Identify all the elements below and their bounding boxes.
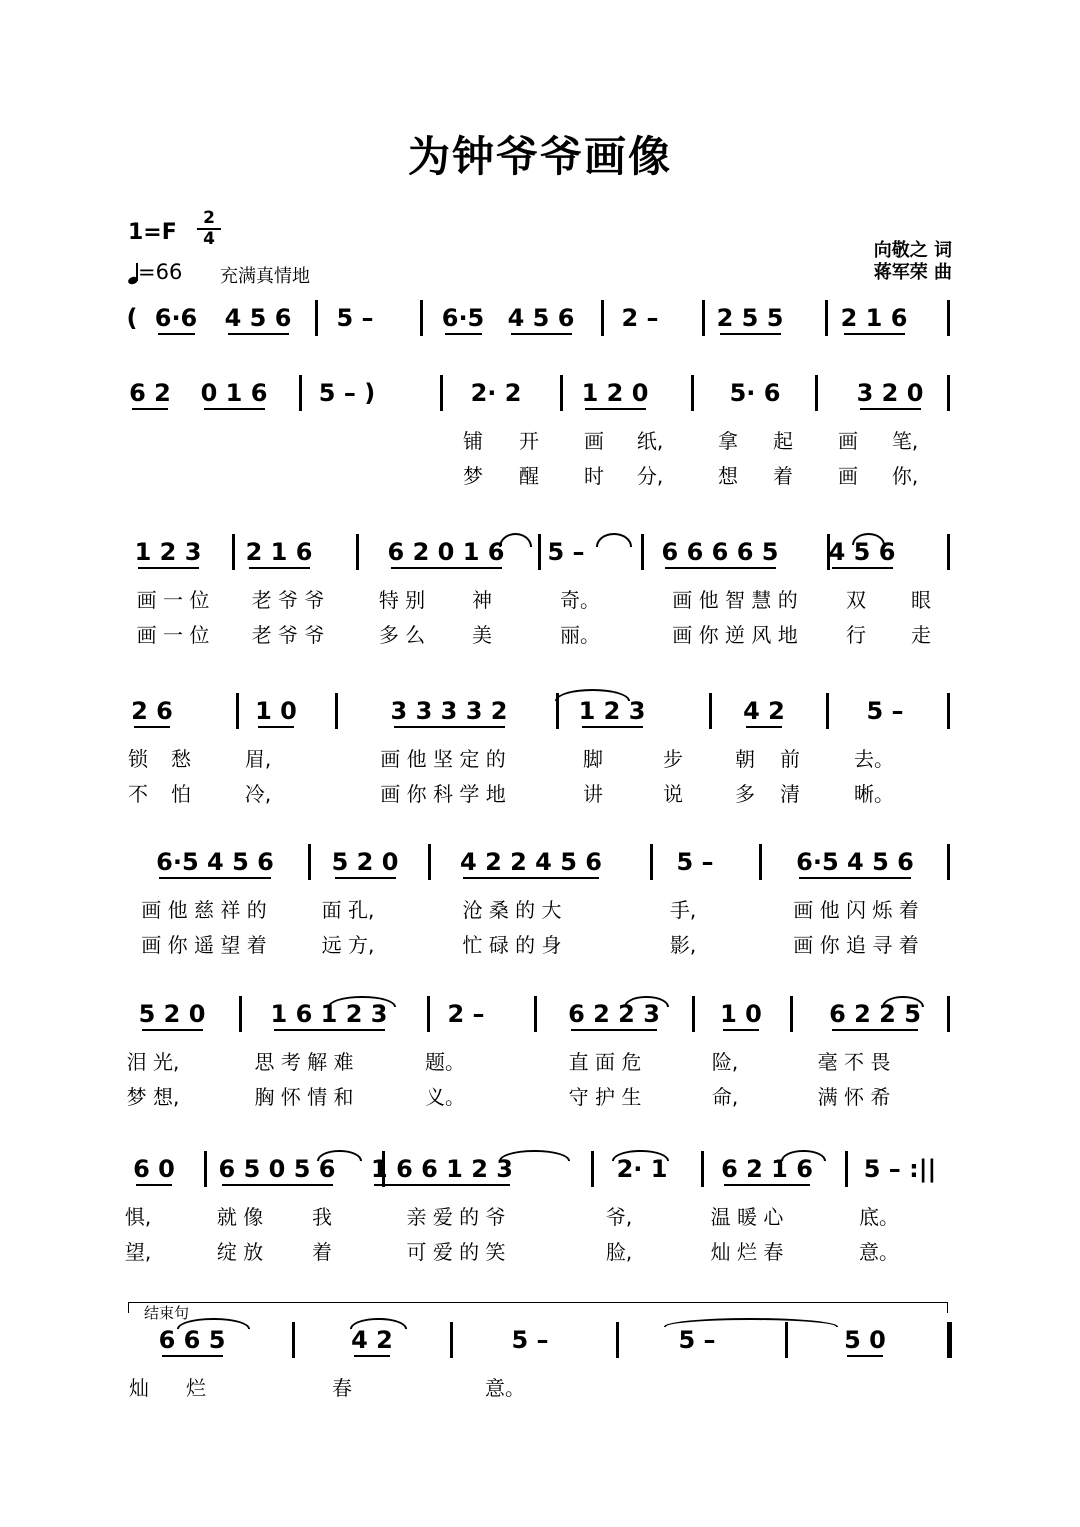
- lyric-verse-1: 底。: [859, 1205, 899, 1229]
- lyric-verse-1: 老 爷 爷: [251, 588, 325, 612]
- ending-label: 结束句: [144, 1304, 190, 1322]
- note-group: 5 –: [336, 304, 374, 332]
- lyric-verse-2: 你,: [891, 464, 919, 488]
- lyric-verse-1: 起: [773, 429, 793, 453]
- note-group: 4 2 2 4 5 6: [460, 848, 602, 876]
- barline: [299, 375, 302, 411]
- barline: [759, 844, 762, 880]
- barline: [701, 1151, 704, 1187]
- barline: [616, 1322, 619, 1358]
- lyric-verse-1: 思 考 解 难: [254, 1050, 354, 1074]
- lyric-verse-2: 讲: [583, 782, 603, 806]
- barline: [450, 1322, 453, 1358]
- barline: [420, 300, 423, 336]
- note-group: 6·5 4 5 6: [156, 848, 274, 876]
- barline: [785, 1322, 788, 1358]
- barline: [947, 693, 950, 729]
- note-group: 1 0: [255, 697, 297, 725]
- underline: [832, 1029, 918, 1031]
- note-group: 1 2 3: [578, 697, 646, 725]
- underline: [142, 1029, 203, 1031]
- underline: [391, 567, 502, 569]
- lyric-verse-2: 满 怀 希: [817, 1085, 891, 1109]
- barline: [232, 534, 235, 570]
- lyric-verse-2: 意。: [859, 1240, 899, 1264]
- note-group: 1 6 6 1 2 3: [371, 1155, 513, 1183]
- note-group: 4 2: [743, 697, 785, 725]
- underline: [162, 1355, 223, 1357]
- lyric-verse-2: 忙 碌 的 身: [462, 933, 562, 957]
- note-group: 2· 1: [616, 1155, 668, 1183]
- time-signature: [196, 210, 222, 248]
- lyric-verse-2: 想: [718, 464, 738, 488]
- lyric-verse-1: 险,: [711, 1050, 739, 1074]
- lyric-verse-2: 不: [128, 782, 148, 806]
- note-group: 6·5: [441, 304, 485, 332]
- note-group: 5 2 0: [138, 1000, 206, 1028]
- tie-slur: [852, 533, 885, 545]
- barline: [947, 996, 950, 1032]
- lyric-verse-1: 双: [846, 588, 866, 612]
- lyric-verse-2: 美: [472, 623, 492, 647]
- note-group: 2· 2: [470, 379, 522, 407]
- note-group: 2 1 6: [840, 304, 908, 332]
- underline: [132, 408, 168, 410]
- underline: [274, 1029, 385, 1031]
- tie-slur: [624, 996, 669, 1007]
- note-group: 6 6 5: [158, 1326, 226, 1354]
- barline: [702, 300, 705, 336]
- underline: [585, 408, 646, 410]
- lyric-verse-1: 画 他 坚 定 的: [380, 747, 506, 771]
- lyric-verse-1: 开: [519, 429, 539, 453]
- tie-slur: [350, 1318, 407, 1329]
- tempo-value: =66: [138, 260, 183, 284]
- underline: [847, 1355, 883, 1357]
- tie-slur: [555, 689, 630, 701]
- underline: [228, 333, 289, 335]
- underline: [138, 567, 199, 569]
- tie-slur: [499, 1150, 570, 1161]
- underline: [724, 1184, 810, 1186]
- barline: [534, 996, 537, 1032]
- lyric-verse-1: 眉,: [244, 747, 272, 771]
- time-signature-top: 2: [203, 208, 215, 228]
- lyric-verse-2: 着: [773, 464, 793, 488]
- lyric-verse-1: 面 孔,: [321, 898, 375, 922]
- quarter-note-icon: [128, 264, 138, 284]
- barline: [709, 693, 712, 729]
- note-group: 6 2 2 3: [568, 1000, 660, 1028]
- tie-slur: [499, 533, 532, 547]
- underline: [723, 1029, 759, 1031]
- lyric-verse-1: 锁: [128, 747, 148, 771]
- lyric-verse-2: 画: [838, 464, 858, 488]
- lyric-verse-1: 去。: [854, 747, 894, 771]
- lyric-verse-1: 沧 桑 的 大: [462, 898, 562, 922]
- note-group: 0 1 6: [200, 379, 268, 407]
- lyric-verse-2: 胸 怀 情 和: [254, 1085, 354, 1109]
- underline: [860, 408, 921, 410]
- note-group: 2 6: [131, 697, 173, 725]
- barline: [427, 996, 430, 1032]
- lyric-verse-2: 望,: [124, 1240, 152, 1264]
- lyric-verse-2: 画 你 科 学 地: [380, 782, 506, 806]
- tempo-marking: [128, 260, 182, 284]
- lyric-verse-1: 拿: [718, 429, 738, 453]
- barline: [292, 1322, 295, 1358]
- note-group: 5 –: [547, 538, 585, 566]
- barline: [691, 375, 694, 411]
- tie-slur: [612, 1150, 669, 1161]
- barline: [826, 693, 829, 729]
- note-group: 6 5 0 5 6: [218, 1155, 336, 1183]
- barline: [204, 1151, 207, 1187]
- barline: [236, 693, 239, 729]
- lyric-verse-1: 眼: [911, 588, 931, 612]
- note-group: 1 0: [720, 1000, 762, 1028]
- underline: [374, 1184, 510, 1186]
- note-group: 2 –: [621, 304, 659, 332]
- lyric-verse-2: 灿 烂 春: [710, 1240, 784, 1264]
- underline: [571, 1029, 657, 1031]
- barline: [815, 375, 818, 411]
- underline: [204, 408, 265, 410]
- lyric-verse-2: 冷,: [244, 782, 272, 806]
- note-group: 6 6 6 6 5: [661, 538, 779, 566]
- note-group: 6 2 1 6: [721, 1155, 813, 1183]
- underline: [354, 1355, 390, 1357]
- note-group: 5 –: [678, 1326, 716, 1354]
- lyric-verse-2: 怕: [171, 782, 191, 806]
- lyric-verse-2: 老 爷 爷: [251, 623, 325, 647]
- note-group: 5 –: [866, 697, 904, 725]
- lyric-verse-1: 泪 光,: [126, 1050, 180, 1074]
- underline: [159, 877, 271, 879]
- tie-slur: [328, 996, 396, 1007]
- underline: [746, 726, 782, 728]
- barline: [845, 1151, 848, 1187]
- lyric-verse-2: 画 你 遥 望 着: [141, 933, 267, 957]
- lyric-verse-1: 奇。: [560, 588, 600, 612]
- lyric-verse-1: 愁: [171, 747, 191, 771]
- note-group: 3 2 0: [856, 379, 924, 407]
- barline: [947, 375, 950, 411]
- note-group: 6 2 0 1 6: [387, 538, 505, 566]
- tie-slur: [882, 996, 924, 1007]
- lyric-verse-2: 命,: [711, 1085, 739, 1109]
- note-group: 4 5 6: [507, 304, 575, 332]
- lyric-verse-1: 题。: [425, 1050, 465, 1074]
- lyric-verse-1: 画: [838, 429, 858, 453]
- barline: [692, 996, 695, 1032]
- barline: [641, 534, 644, 570]
- note-group: 6 0: [133, 1155, 175, 1183]
- note-group: 2 –: [447, 1000, 485, 1028]
- expression-marking: 充满真情地: [220, 266, 310, 287]
- final-barline: [947, 1322, 952, 1358]
- time-signature-bottom: 4: [203, 229, 215, 249]
- lyric-verse-1: 神: [472, 588, 492, 612]
- underline: [720, 333, 781, 335]
- barline: [315, 300, 318, 336]
- barline: [601, 300, 604, 336]
- barline: [335, 693, 338, 729]
- lyric-verse-1: 惧,: [124, 1205, 152, 1229]
- lyric-verse-1: 亲 爱 的 爷: [406, 1205, 506, 1229]
- lyric-verse-1: 步: [663, 747, 683, 771]
- underline: [258, 726, 294, 728]
- lyric-verse-2: 行: [846, 623, 866, 647]
- lyric-verse-2: 梦 想,: [126, 1085, 180, 1109]
- lyric-verse-1: 直 面 危: [568, 1050, 642, 1074]
- underline: [158, 333, 195, 335]
- composer-credit: 蒋军荣 曲: [873, 262, 952, 283]
- tie-slur: [781, 1150, 826, 1161]
- underline: [463, 877, 599, 879]
- lyric-verse-2: 画 你 逆 风 地: [672, 623, 798, 647]
- key-signature: 1=F: [128, 220, 177, 245]
- lyric-verse-1: 画 他 闪 烁 着: [793, 898, 919, 922]
- lyric-verse-1: 铺: [463, 429, 483, 453]
- lyric-verse-2: 时: [584, 464, 604, 488]
- lyric-verse-1: 温 暖 心: [710, 1205, 784, 1229]
- note-group: 1 6 1 2 3: [270, 1000, 388, 1028]
- lyric-verse-2: 脸,: [605, 1240, 633, 1264]
- note-group: 1 2 3: [134, 538, 202, 566]
- lyric-verse-1: 毫 不 畏: [817, 1050, 891, 1074]
- lyric-verse-1: 画: [584, 429, 604, 453]
- barline: [947, 844, 950, 880]
- underline: [582, 726, 643, 728]
- lyric-verse-1: 纸,: [636, 429, 664, 453]
- lyric-verse-2: 多: [735, 782, 755, 806]
- note-group: 2 5 5: [716, 304, 784, 332]
- tie-slur: [596, 533, 632, 547]
- ending-bracket: [128, 1302, 948, 1313]
- lyric-verse-2: 丽。: [560, 623, 600, 647]
- lyric-verse-2: 走: [911, 623, 931, 647]
- lyric-verse-2: 晰。: [854, 782, 894, 806]
- underline: [445, 333, 482, 335]
- note-group: 6·6: [154, 304, 198, 332]
- note-group: 1 2 0: [581, 379, 649, 407]
- note-group: 5· 6: [729, 379, 781, 407]
- underline: [134, 726, 170, 728]
- lyric-verse-1: 脚: [583, 747, 603, 771]
- note-group: 6·5 4 5 6: [796, 848, 914, 876]
- lyric-verse-2: 影,: [669, 933, 697, 957]
- barline: [308, 844, 311, 880]
- note-group: 4 5 6: [224, 304, 292, 332]
- lyric-verse-1: 我: [312, 1205, 332, 1229]
- note-group: 6 2: [129, 379, 171, 407]
- underline: [136, 1184, 172, 1186]
- note-group: 5 –: [676, 848, 714, 876]
- underline: [832, 567, 893, 569]
- note-group: 5 – :||: [863, 1155, 937, 1183]
- barline: [428, 844, 431, 880]
- barline: [356, 534, 359, 570]
- lyric-verse-1: 爷,: [605, 1205, 633, 1229]
- barline: [538, 534, 541, 570]
- lyric-verse-2: 着: [312, 1240, 332, 1264]
- note-group: 5 2 0: [331, 848, 399, 876]
- song-title: 为钟爷爷画像: [407, 132, 672, 181]
- lyric-verse-1: 手,: [669, 898, 697, 922]
- lyric-verse-1: 特 别: [378, 588, 426, 612]
- note-group: 3 3 3 3 2: [390, 697, 508, 725]
- note-group: 5 0: [844, 1326, 886, 1354]
- underline: [222, 1184, 333, 1186]
- lyric-verse-1: 画 他 智 慧 的: [672, 588, 798, 612]
- underline: [844, 333, 905, 335]
- underline: [665, 567, 776, 569]
- lyric-verse-2: 梦: [463, 464, 483, 488]
- lyric-verse-1: 意。: [485, 1376, 525, 1400]
- barline: [947, 300, 950, 336]
- lyric-verse-1: 就 像: [216, 1205, 264, 1229]
- lyric-verse-1: 前: [780, 747, 800, 771]
- underline: [249, 567, 310, 569]
- lyric-verse-1: 画 一 位: [136, 588, 210, 612]
- lyricist-credit: 向敬之 词: [873, 240, 952, 261]
- barline: [560, 375, 563, 411]
- note-group: 2 1 6: [245, 538, 313, 566]
- note-group: 4 5 6: [828, 538, 896, 566]
- credits: [874, 240, 952, 284]
- barline: [239, 996, 242, 1032]
- note-group: (: [126, 304, 138, 332]
- lyric-verse-2: 清: [780, 782, 800, 806]
- lyric-verse-2: 分,: [636, 464, 664, 488]
- lyric-verse-2: 可 爱 的 笑: [406, 1240, 506, 1264]
- lyric-verse-2: 多 么: [378, 623, 426, 647]
- barline: [440, 375, 443, 411]
- underline: [799, 877, 911, 879]
- lyric-verse-2: 画 你 追 寻 着: [793, 933, 919, 957]
- lyric-verse-2: 守 护 生: [568, 1085, 642, 1109]
- barline: [947, 534, 950, 570]
- lyric-verse-1: 笔,: [891, 429, 919, 453]
- lyric-verse-1: 烂: [186, 1376, 206, 1400]
- lyric-verse-2: 义。: [425, 1085, 465, 1109]
- note-group: 5 –: [511, 1326, 549, 1354]
- barline: [650, 844, 653, 880]
- barline: [825, 300, 828, 336]
- barline: [790, 996, 793, 1032]
- note-group: 6 2 2 5: [829, 1000, 921, 1028]
- lyric-verse-2: 醒: [519, 464, 539, 488]
- note-group: 4 2: [351, 1326, 393, 1354]
- lyric-verse-1: 灿: [129, 1376, 149, 1400]
- note-group: 5 – ): [318, 379, 376, 407]
- tie-slur: [317, 1150, 362, 1161]
- underline: [511, 333, 572, 335]
- lyric-verse-1: 画 他 慈 祥 的: [141, 898, 267, 922]
- lyric-verse-2: 画 一 位: [136, 623, 210, 647]
- lyric-verse-2: 说: [663, 782, 683, 806]
- underline: [335, 877, 396, 879]
- lyric-verse-1: 春: [332, 1376, 352, 1400]
- barline: [591, 1151, 594, 1187]
- lyric-verse-2: 绽 放: [216, 1240, 264, 1264]
- lyric-verse-2: 远 方,: [321, 933, 375, 957]
- tie-slur: [664, 1318, 838, 1327]
- lyric-verse-1: 朝: [735, 747, 755, 771]
- underline: [394, 726, 505, 728]
